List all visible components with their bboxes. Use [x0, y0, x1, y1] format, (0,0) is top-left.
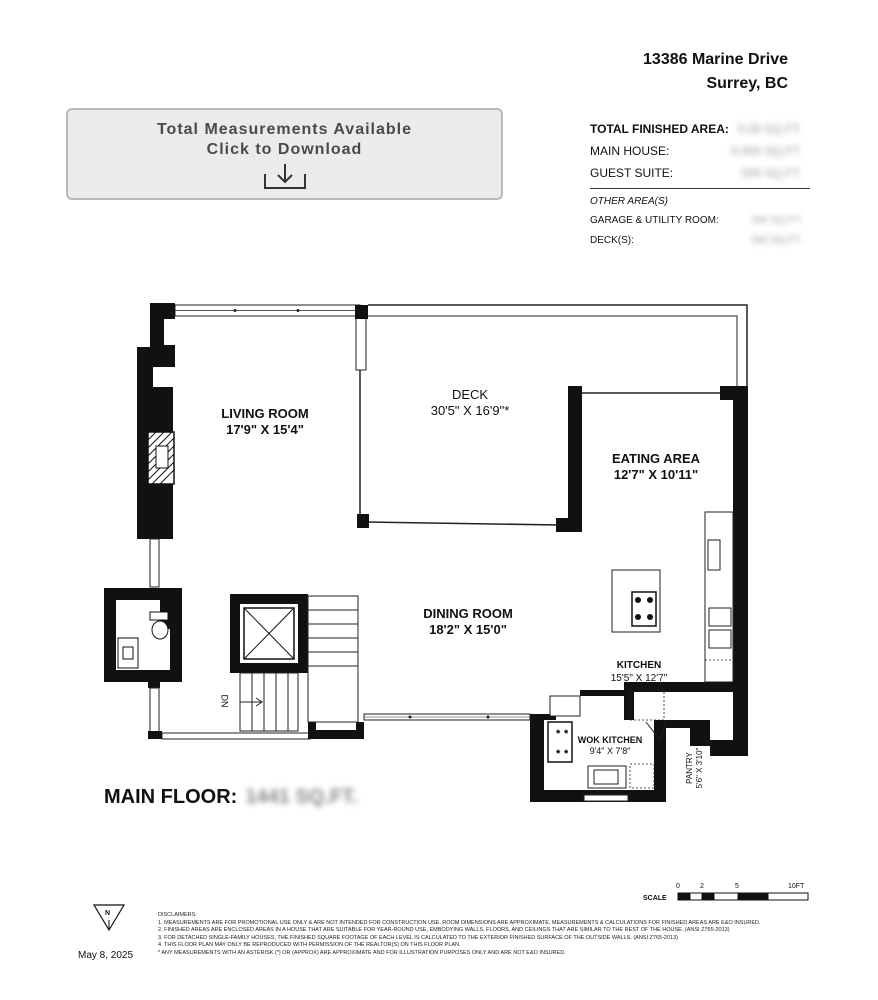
living-deck-door — [356, 318, 366, 370]
living-room-name: LIVING ROOM — [221, 406, 309, 421]
garage-label: GARAGE & UTILITY ROOM: — [590, 215, 719, 226]
main-house-value: 0,000 SQ.FT. — [731, 144, 802, 158]
total-area-value: 0,00 SQ.FT. — [737, 122, 802, 136]
dining-room-label — [398, 606, 538, 638]
north-label: N — [105, 910, 111, 917]
bottom-window-left — [162, 733, 310, 739]
disclaimer-5: * ANY MEASUREMENTS WITH AN ASTERISK (*) OR (APPROX) ARE APPROXIMATE AND FOR ILLUSTRATION PURPOSES ONLY AND ARE NOT E&O INSURED. — [158, 949, 566, 956]
disclaimers — [158, 912, 838, 957]
main-floor-area: 1441 SQ.FT. — [245, 786, 358, 808]
disclaimer-2: 2. FINISHED AREAS ARE ENCLOSED AREAS IN A HOUSE THAT ARE SUITABLE FOR YEAR-ROUND USE, EMBODYING WALLS, FLOORS, AND CEILINGS THAT ARE SIMILAR TO THE REST OF THE HOUSE. (ANSI Z765-2013) — [158, 927, 730, 933]
download-line1: Total Measurements Available — [156, 121, 413, 138]
deck-area-value: 000 SQ.FT. — [751, 235, 802, 246]
main-floor-text: MAIN FLOOR: — [104, 786, 238, 808]
scale-label: SCALE — [643, 895, 667, 902]
kitchen-counter — [705, 512, 733, 682]
address-line1: 13386 Marine Drive — [643, 51, 788, 68]
powder-window — [150, 688, 159, 733]
deck-area-label: DECK(S): — [590, 235, 634, 246]
dining-room-name: DINING ROOM — [423, 606, 513, 621]
deck-name: DECK — [451, 387, 489, 402]
main-house-label: MAIN HOUSE: — [590, 144, 670, 158]
svg-text:*: * — [556, 748, 561, 760]
disclaimer-4: 4. THIS FLOOR PLAN MAY ONLY BE REPRODUCED WITH PERMISSION OF THE REALTOR(S) ON THIS FLOOR PLAN. — [158, 942, 461, 948]
deck-edge-bottom — [368, 522, 560, 525]
svg-text:*: * — [564, 728, 569, 740]
east-wall — [733, 386, 748, 756]
address-line2: Surrey, BC — [706, 75, 788, 92]
disclaimer-3: 3. FOR DETACHED SINGLE-FAMILY HOUSES, THE FINISHED SQUARE FOOTAGE OF EACH LEVEL IS CALCULATED TO THE EXTERIOR FINISHED SURFACE OF THE OUTSIDE WALLS. (ANSI Z765-2013) — [158, 934, 678, 941]
pantry-name: PANTRY — [685, 752, 694, 784]
guest-suite-value: 000 SQ.FT. — [741, 166, 802, 180]
kitchen-dims: 15'5" X 12'7" — [610, 673, 668, 684]
scale-tick-0: 0 — [676, 883, 680, 890]
guest-suite-label: GUEST SUITE: — [590, 166, 674, 180]
download-line2: Click to Download — [206, 141, 363, 158]
north-arrow-icon — [94, 905, 124, 930]
eating-area-name: EATING AREA — [611, 451, 701, 466]
pantry-dims: 5'6" X 3'10" — [695, 747, 704, 789]
kitchen-label — [594, 659, 684, 685]
wok-kitchen-walls — [530, 714, 544, 802]
living-wall-corner — [150, 303, 175, 319]
deck-railing-inner — [368, 316, 737, 388]
cooktop-icon — [632, 592, 656, 626]
kitchen-name: KITCHEN — [616, 660, 662, 671]
dining-room-dims: 18'2" X 15'0" — [429, 622, 507, 637]
pantry-label — [685, 733, 705, 803]
kitchen-sink-icon — [709, 608, 731, 626]
eating-wall-left — [568, 386, 582, 532]
svg-text:*: * — [564, 748, 569, 760]
total-area-label: TOTAL FINISHED AREA: — [590, 122, 729, 136]
svg-text:*: * — [556, 728, 561, 740]
scale-bar — [678, 893, 808, 900]
garage-value: 000 SQ.FT. — [751, 215, 802, 226]
deck-label — [400, 387, 540, 419]
deck-railing — [368, 305, 747, 390]
main-floor-label — [104, 786, 358, 809]
living-window-side — [150, 539, 159, 587]
disclaimer-title: DISCLAIMERS: — [158, 912, 197, 918]
wok-kitchen-name: WOK KITCHEN — [577, 735, 643, 745]
wok-kitchen-dims: 9'4" X 7'8" — [589, 746, 631, 756]
deck-dims: 30'5" X 16'9"* — [430, 403, 510, 418]
eating-area-dims: 12'7" X 10'11" — [613, 467, 699, 482]
sink-icon — [118, 638, 138, 668]
scale-tick-2: 2 — [700, 883, 704, 890]
eating-area-label — [586, 451, 726, 483]
living-room-label — [195, 406, 335, 438]
scale-tick-5: 5 — [735, 883, 739, 890]
scale-tick-10: 10FT — [788, 883, 805, 890]
wok-kitchen-label — [575, 735, 645, 757]
other-areas-label: OTHER AREA(S) — [590, 196, 668, 207]
stair-down-label: DN — [219, 694, 230, 708]
living-room-dims: 17'9" X 15'4" — [226, 422, 304, 437]
disclaimer-1: 1. MEASUREMENTS ARE FOR PROMOTIONAL USE ONLY & ARE NOT INTENDED FOR CONSTRUCTION USE. ROOM DIMENSIONS ARE APPROXIMATE. MEASUREMENTS & CALCULATIONS FOR FINISHED AREAS ARE E&O INSURED. — [158, 919, 761, 926]
plan-date: May 8, 2025 — [78, 950, 134, 961]
toilet-icon — [152, 621, 168, 639]
